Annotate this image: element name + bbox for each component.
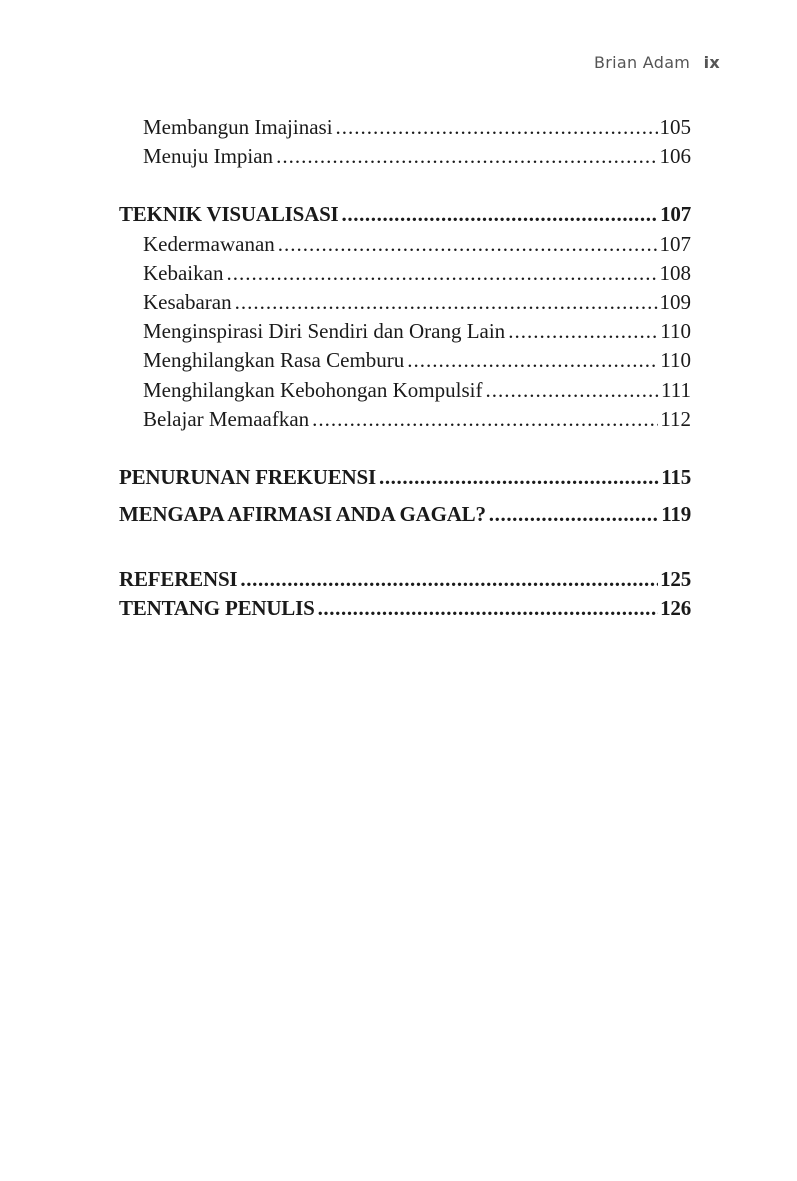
toc-entry-title: Menghilangkan Rasa Cemburu — [143, 348, 405, 373]
dot-leader — [508, 317, 658, 346]
toc-entry-title: Menginspirasi Diri Sendiri dan Orang Lain — [143, 319, 506, 344]
toc-entry[interactable] — [119, 142, 691, 171]
toc-entry-title: Kedermawanan — [143, 231, 275, 256]
toc-entry-title: Menuju Impian — [143, 144, 274, 169]
toc-section-title: TENTANG PENULIS — [119, 596, 315, 621]
running-head-page-number: ix — [703, 53, 720, 72]
toc-entry[interactable] — [119, 288, 691, 317]
toc-section-referensi[interactable] — [119, 565, 691, 594]
toc-entry-title: Kebaikan — [143, 260, 224, 285]
toc-entry[interactable] — [119, 376, 691, 405]
running-head-author: Brian Adam — [593, 53, 691, 72]
toc-entry-page: 106 — [659, 144, 691, 169]
toc-entry[interactable] — [119, 230, 691, 259]
dot-leader — [485, 376, 659, 405]
dot-leader — [336, 113, 658, 142]
toc-section-page: 119 — [661, 502, 691, 527]
toc-entry-title: Belajar Memaafkan — [143, 406, 310, 431]
toc-entry-title: Membangun Imajinasi — [143, 115, 333, 139]
toc-entry-page: 105 — [659, 115, 691, 139]
toc-section-title: TEKNIK VISUALISASI — [119, 202, 339, 227]
toc-section-page: 115 — [661, 464, 691, 489]
dot-leader — [226, 259, 657, 288]
dot-leader — [318, 594, 659, 623]
toc-entry[interactable] — [119, 346, 691, 375]
toc-section-mengapa-afirmasi[interactable] — [119, 500, 691, 529]
toc-entry[interactable] — [119, 317, 691, 346]
toc-section-title: PENURUNAN FREKUENSI — [119, 464, 376, 489]
toc-section-teknik-visualisasi[interactable] — [119, 200, 691, 229]
running-head — [594, 53, 720, 72]
toc-section-page: 125 — [660, 567, 691, 592]
toc-entry-page: 110 — [660, 319, 691, 344]
toc-entry[interactable] — [119, 405, 691, 434]
dot-leader — [276, 142, 657, 171]
toc-entry-title: Kesabaran — [143, 289, 232, 314]
toc-entry[interactable] — [119, 113, 691, 142]
toc-section-penurunan-frekuensi[interactable] — [119, 463, 691, 492]
table-of-contents — [119, 113, 691, 624]
toc-entry-page: 112 — [660, 406, 691, 431]
dot-leader — [342, 200, 659, 229]
dot-leader — [312, 405, 658, 434]
dot-leader — [379, 463, 659, 492]
toc-entry[interactable] — [119, 259, 691, 288]
toc-entry-page: 109 — [659, 289, 691, 314]
dot-leader — [235, 288, 658, 317]
dot-leader — [278, 230, 658, 259]
toc-entry-title: Menghilangkan Kebohongan Kompulsif — [143, 377, 483, 402]
toc-entry-page: 108 — [659, 260, 691, 285]
toc-entry-page: 110 — [660, 348, 691, 373]
toc-entry-page: 107 — [659, 231, 691, 256]
dot-leader — [407, 346, 658, 375]
dot-leader — [489, 500, 659, 529]
toc-entry-page: 111 — [661, 377, 691, 402]
toc-section-title: MENGAPA AFIRMASI ANDA GAGAL? — [119, 502, 486, 527]
toc-section-title: REFERENSI — [119, 567, 238, 592]
dot-leader — [240, 565, 658, 594]
toc-section-tentang-penulis[interactable] — [119, 594, 691, 623]
toc-section-page: 107 — [660, 202, 691, 227]
toc-section-page: 126 — [660, 596, 691, 621]
